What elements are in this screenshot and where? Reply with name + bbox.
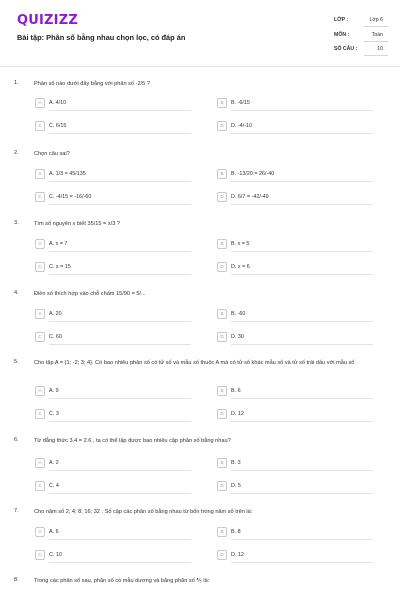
option-letter-box: C (35, 192, 45, 202)
meta-subject-label: MÔN : (334, 32, 350, 38)
question-number: 1. (14, 80, 19, 86)
header-divider (0, 66, 400, 67)
option-letter-box: D (217, 409, 227, 419)
option-text: D. 5 (231, 483, 241, 489)
question-number: 3. (14, 220, 19, 226)
question-text: Điền số thích hợp vào chỗ chấm 15/90 = 5/... (34, 291, 146, 297)
page-title: Bài tập: Phân số bằng nhau chọn lọc, có đáp án (17, 33, 186, 42)
option-text: B. -13/20 = 26/-40 (231, 171, 275, 177)
option-text: B. 3 (231, 460, 241, 466)
option-text: A. 20 (49, 311, 62, 317)
option-text: A. 1/3 = 45/135 (49, 171, 86, 177)
option-letter-box: A (35, 98, 45, 108)
option-text: A. 6 (49, 529, 59, 535)
option-text: D. x = 6 (231, 264, 250, 270)
option-letter-box: A (35, 527, 45, 537)
option-letter-box: C (35, 550, 45, 560)
option-text: C. 4 (49, 483, 59, 489)
option-letter-box: B (217, 458, 227, 468)
question-text: Cho tập A = {1; -2; 3; 4}. Có bao nhiêu phân số có tử số và mẫu số thuộc A mà có tử số khác mẫu số và tử số trái dấu với mẫu số (34, 360, 355, 366)
question-text: Tìm số nguyên x biết 35/15 = x/3 ? (34, 221, 120, 227)
option-text: B. -60 (231, 311, 246, 317)
option-letter-box: C (35, 409, 45, 419)
option-text: A. 9 (49, 388, 59, 394)
option-text: B. 6 (231, 388, 241, 394)
option-text: D. 6/7 = -42/-49 (231, 194, 269, 200)
option-letter-box: C (35, 262, 45, 272)
option-text: B. -6/15 (231, 100, 250, 106)
option-text: D. 12 (231, 552, 244, 558)
option-letter-box: A (35, 386, 45, 396)
option-letter-box: D (217, 481, 227, 491)
option-text: B. 8 (231, 529, 241, 535)
option-letter-box: D (217, 332, 227, 342)
option-letter-box: A (35, 309, 45, 319)
option-letter-box: A (35, 169, 45, 179)
meta-grade-label: LỚP : (334, 17, 349, 23)
option-text: D. 30 (231, 334, 244, 340)
worksheet-header (0, 0, 400, 66)
question-text: Cho năm số 2; 4; 8; 16; 32 . Số cặp các phân số bằng nhau từ bốn trong năm số trên là: (34, 509, 253, 515)
option-letter-box: C (35, 481, 45, 491)
meta-divider (364, 41, 388, 42)
option-letter-box: A (35, 458, 45, 468)
question-text: Phân số nào dưới đây bằng với phân số -2/5 ? (34, 81, 150, 87)
option-text: C. 6/15 (49, 123, 67, 129)
option-letter-box: D (217, 550, 227, 560)
question-number: 2. (14, 150, 19, 156)
option-text: A. 2 (49, 460, 59, 466)
question-number: 7. (14, 508, 19, 514)
option-letter-box: B (217, 386, 227, 396)
option-letter-box: B (217, 527, 227, 537)
option-letter-box: D (217, 192, 227, 202)
question-number: 6. (14, 437, 19, 443)
option-letter-box: C (35, 121, 45, 131)
question-number: 5. (14, 359, 19, 365)
meta-count-label: SỐ CÂU : (334, 46, 358, 52)
meta-divider (364, 55, 388, 56)
option-letter-box: B (217, 239, 227, 249)
option-letter-box: D (217, 121, 227, 131)
meta-divider (364, 26, 388, 27)
meta-question-count (334, 43, 388, 56)
option-text: C. -4/15 = -16/-60 (49, 194, 92, 200)
question-text: Từ đẳng thức 3.4 = 2.6 , ta có thể lập được bao nhiêu cặp phân số bằng nhau? (34, 438, 231, 444)
meta-count-value: 10 (377, 46, 383, 52)
option-text: A. 4/10 (49, 100, 67, 106)
meta-subject (334, 29, 388, 42)
option-text: B. x = 5 (231, 241, 250, 247)
option-text: D. -4/-10 (231, 123, 252, 129)
option-letter-box: B (217, 169, 227, 179)
option-text: C. x = 15 (49, 264, 71, 270)
question-text: Trong các phân số sau, phân số có mẫu dương và bằng phân số ⅗ là: (34, 578, 210, 584)
meta-grade (334, 14, 388, 27)
meta-subject-value: Toán (371, 32, 383, 38)
option-text: C. 3 (49, 411, 59, 417)
question-text: Chọn câu sai? (34, 151, 70, 157)
option-letter-box: A (35, 239, 45, 249)
question-number: 4. (14, 290, 19, 296)
option-letter-box: B (217, 309, 227, 319)
option-letter-box: C (35, 332, 45, 342)
option-text: D. 12 (231, 411, 244, 417)
option-letter-box: D (217, 262, 227, 272)
option-text: C. 60 (49, 334, 62, 340)
meta-grade-value: Lớp 6 (369, 17, 383, 23)
quizizz-logo: QUIZIZZ (17, 13, 78, 28)
option-text: C. 10 (49, 552, 62, 558)
option-letter-box: B (217, 98, 227, 108)
option-text: A. x = 7 (49, 241, 68, 247)
question-number: 8. (14, 577, 19, 583)
